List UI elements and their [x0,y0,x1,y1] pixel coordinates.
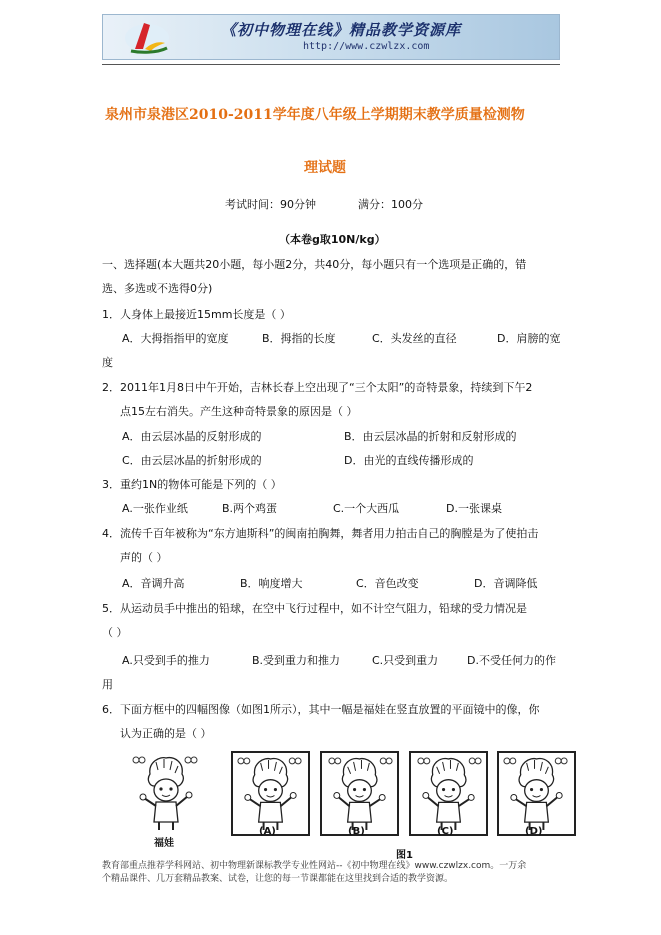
section-heading-line2: 选、多选或不选得0分) [102,282,213,295]
exam-time: 考试时间：90分钟 [225,198,316,211]
question-5-line1: 5．从运动员手中推出的铅球，在空中飞行过程中，如不计空气阻力，铅球的受力情况是 [102,602,527,615]
banner-url: http://www.czwlzx.com [303,41,430,52]
q4-option-a: A．音调升高 [122,577,185,590]
option-a-frame [231,751,310,836]
q5-option-d-wrap: 用 [102,678,113,691]
option-d-frame [497,751,576,836]
header-divider [102,64,560,65]
option-a-caption: (A) [259,826,276,837]
q4-option-d: D．音调降低 [474,577,538,590]
fuwa-option-c-image [411,753,486,834]
question-5-line2: （ ） [102,626,128,639]
q3-option-c: C.一个大西瓜 [333,502,400,515]
option-d-caption: (D) [525,826,543,837]
fuwa-label: 福娃 [154,838,174,849]
site-logo-icon [117,15,177,60]
fuwa-original-image [128,752,204,834]
option-b-caption: (B) [348,826,365,837]
q5-option-c: C.只受到重力 [372,654,439,667]
q1-option-d-wrap: 度 [102,356,113,369]
option-c-frame [409,751,488,836]
q1-option-a: A．大拇指指甲的宽度 [122,332,229,345]
q2-option-b: B．由云层冰晶的折射和反射形成的 [344,430,517,443]
q1-option-d: D．肩膀的宽 [497,332,561,345]
fuwa-option-d-image [499,753,574,834]
question-2-line2: 点15左右消失。产生这种奇特景象的原因是（ ） [120,405,358,418]
question-1: 1．人身体上最接近15mm长度是（ ） [102,308,291,321]
section-heading-line1: 一、选择题(本大题共20小题，每小题2分，共40分，每小题只有一个选项是正确的，错 [102,258,527,271]
q5-option-a: A.只受到手的推力 [122,654,210,667]
full-score: 满分：100分 [358,198,423,211]
q5-option-b: B.受到重力和推力 [252,654,341,667]
q4-option-b: B．响度增大 [240,577,303,590]
q4-option-c: C．音色改变 [356,577,419,590]
q1-option-b: B．拇指的长度 [262,332,336,345]
g-note: （本卷g取10N/kg） [279,233,386,246]
question-3: 3．重约1N的物体可能是下列的（ ） [102,478,282,491]
footer-line1: 教育部重点推荐学科网站、初中物理新课标教学专业性网站--《初中物理在线》www.czwlzx.com。一万余 [102,861,527,871]
question-6-line2: 认为正确的是（ ） [120,727,212,740]
q2-option-a: A．由云层冰晶的反射形成的 [122,430,262,443]
q5-option-d: D.不受任何力的作 [467,654,556,667]
question-4-line1: 4．流传千百年被称为“东方迪斯科”的闽南拍胸舞，舞者用力拍击自己的胸膛是为了使拍击 [102,527,539,540]
doc-title-line2: 理试题 [304,160,346,176]
q2-option-c: C．由云层冰晶的折射形成的 [122,454,262,467]
option-b-frame [320,751,399,836]
question-2-line1: 2．2011年1月8日中午开始，吉林长春上空出现了“三个太阳”的奇特景象，持续到下午2 [102,381,533,394]
question-4-line2: 声的（ ） [120,551,168,564]
footer-line2: 个精品课件、几万套精品教案、试卷，让您的每一节课都能在这里找到合适的教学资源。 [102,874,454,884]
banner-title: 《初中物理在线》精品教学资源库 [221,21,462,39]
figure-1 [128,748,558,861]
doc-title-line1: 泉州市泉港区2010-2011学年度八年级上学期期末教学质量检测物 [105,107,525,123]
q3-option-d: D.一张课桌 [446,502,502,515]
q3-option-a: A.一张作业纸 [122,502,188,515]
question-6-line1: 6．下面方框中的四幅图像（如图1所示），其中一幅是福娃在竖直放置的平面镜中的像，你 [102,703,540,716]
q1-option-c: C．头发丝的直径 [372,332,457,345]
figure-caption: 图1 [396,850,413,861]
fuwa-option-b-image [322,753,397,834]
fuwa-option-a-image [233,753,308,834]
option-c-caption: (C) [437,826,454,837]
footer [102,860,562,886]
q3-option-b: B.两个鸡蛋 [222,502,278,515]
header-banner [102,14,560,60]
q2-option-d: D．由光的直线传播形成的 [344,454,474,467]
